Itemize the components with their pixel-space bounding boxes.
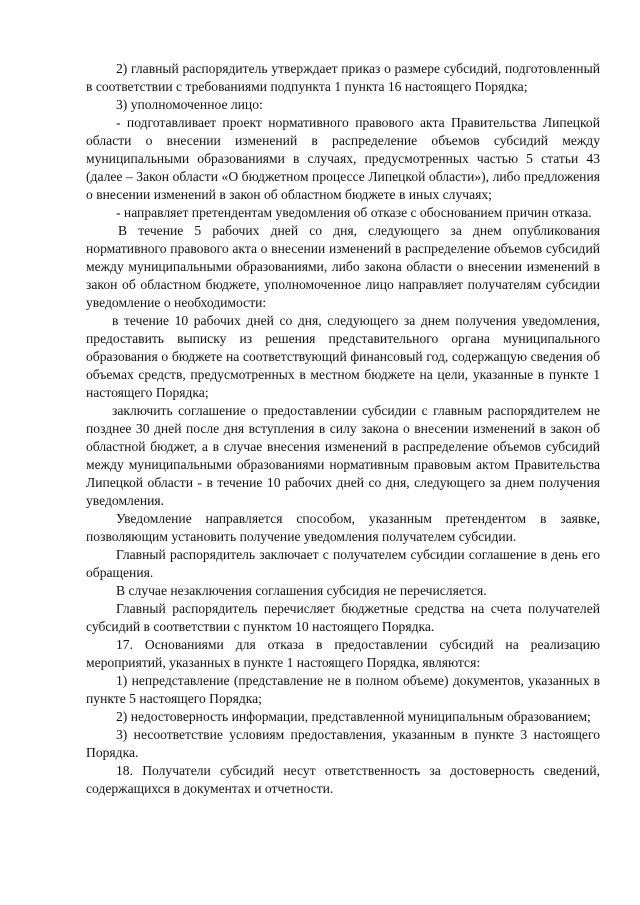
paragraph-17-grounds-refusal: 17. Основаниями для отказа в предоставлении субсидий на реализацию мероприятий, указанных в пункте 1 настоящего Порядка, являются: <box>86 637 600 670</box>
paragraph-2-approve-order: 2) главный распорядитель утверждает приказ о размере субсидий, подготовленный в соответствии с требованиями подпункта 1 пункта 16 настоящего Порядка; <box>86 61 600 94</box>
document-page <box>86 60 600 798</box>
paragraph-within-10-days: в течение 10 рабочих дней со дня, следующего за днем получения уведомления, предоставить выписку из решения представительного органа муниципального образования о бюджете на соответствующий финансовый год, содержащую сведения об объемах средств, предусмотренных в местном бюджете на цели, указанные в пункте 1 настоящего Порядка; <box>86 313 600 400</box>
paragraph-no-agreement: В случае незаключения соглашения субсидия не перечисляется. <box>116 583 487 598</box>
paragraph-notification-method: Уведомление направляется способом, указанным претендентом в заявке, позволяющим установить получение уведомления получателем субсидии. <box>86 511 600 544</box>
paragraph-3-authorized-person: 3) уполномоченное лицо: <box>116 97 263 112</box>
paragraph-distributor-concludes: Главный распорядитель заключает с получателем субсидии соглашение в день его обращения. <box>86 547 600 580</box>
paragraph-within-5-days: В течение 5 рабочих дней со дня, следующего за днем опубликования нормативного правового акта о внесении изменений в распределение объемов субсидий между муниципальными образованиями, либо закона области о внесении изменений в закон об областном бюджете, уполномоченное лицо направляет получателям субсидии уведомление о необходимости: <box>86 223 600 310</box>
paragraph-17-item-1: 1) непредставление (представление не в полном объеме) документов, указанных в пункте 5 настоящего Порядка; <box>86 673 600 706</box>
paragraph-send-refusal: - направляет претендентам уведомления об отказе с обоснованием причин отказа. <box>116 205 592 220</box>
paragraph-conclude-agreement: заключить соглашение о предоставлении субсидии с главным распорядителем не позднее 30 дней после дня вступления в силу закона о внесении изменений в закон об областной бюджет, а в случае внесения изменений в распределение объемов субсидий между муниципальными образованиями нормативным правовым актом Правительства Липецкой области - в течение 10 рабочих дней со дня, следующего за днем получения уведомления. <box>86 403 600 508</box>
paragraph-prepare-draft-act: - подготавливает проект нормативного правового акта Правительства Липецкой области о внесении изменений в распределение объемов субсидий между муниципальными образованиями в случаях, предусмотренных частью 5 статьи 43 (далее – Закон области «О бюджетном процессе Липецкой области»), либо предложения о внесении изменений в закон об областном бюджете в иных случаях; <box>86 115 600 202</box>
paragraph-18-responsibility: 18. Получатели субсидий несут ответственность за достоверность сведений, содержащихся в документах и отчетности. <box>86 763 600 796</box>
paragraph-17-item-2: 2) недостоверность информации, представленной муниципальным образованием; <box>116 709 591 724</box>
paragraph-transfer-funds: Главный распорядитель перечисляет бюджетные средства на счета получателей субсидий в соответствии с пунктом 10 настоящего Порядка. <box>86 601 600 634</box>
paragraph-17-item-3: 3) несоответствие условиям предоставления, указанным в пункте 3 настоящего Порядка. <box>86 727 600 760</box>
